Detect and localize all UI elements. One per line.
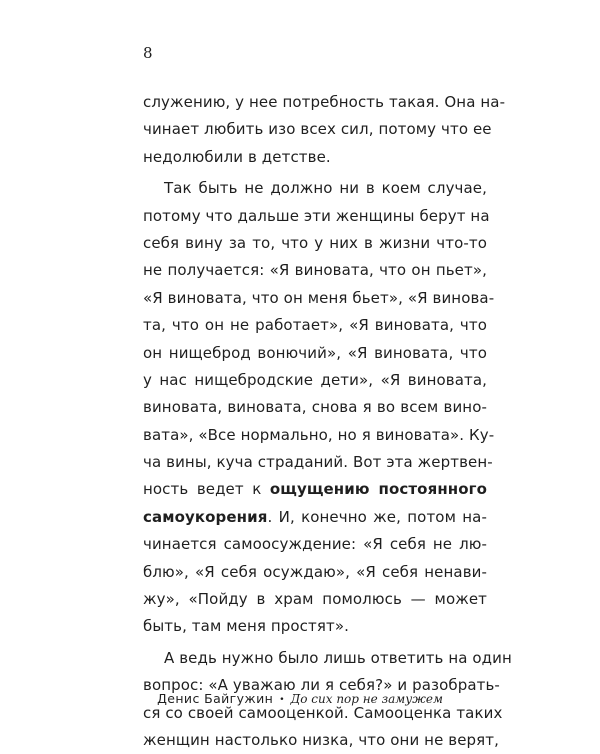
separator-dot: • (279, 695, 285, 705)
bold-phrase: ощущению постоянного (269, 480, 487, 499)
text-line: вопрос: «А уважаю ли я себя?» и разобрать- (143, 676, 500, 695)
text-line: вата», «Все нормально, но я виновата». Ку- (143, 425, 495, 444)
text-line: чинает любить изо всех сил, потому что ее (143, 120, 492, 139)
text-line: служению, у нее потребность такая. Она на- (143, 93, 506, 111)
text-line: женщин настолько низка, что они не верят, (143, 730, 499, 749)
text-line: быть, там меня простят». (143, 617, 349, 636)
body-text (143, 89, 512, 754)
text-segment: . И, конечно же, потом на- (267, 507, 487, 526)
text-line: ся со своей самооценкой. Самооценка таких (143, 703, 503, 722)
page-number: 8 (143, 44, 153, 62)
author-name: Денис Байгужин (157, 691, 274, 706)
text-line: жу», «Пойду в храм помолюсь — может (143, 590, 487, 609)
text-line: «Я виновата, что он меня бьет», «Я винова- (143, 288, 495, 307)
text-line: А ведь нужно было лишь ответить на один (164, 648, 512, 667)
text-line: ча вины, куча страданий. Вот эта жертвен- (143, 453, 493, 472)
text-line: у нас нищебродские дети», «Я виновата, (143, 370, 487, 389)
running-footer (0, 691, 600, 708)
text-line: та, что он не работает», «Я виновата, что (143, 316, 487, 335)
text-line (143, 476, 487, 503)
text-line: себя вину за то, что у них в жизни что-то (143, 233, 487, 252)
bold-phrase: самоукорения (143, 507, 268, 526)
text-line: виновата, виновата, снова я во всем вино- (143, 398, 487, 417)
text-line: чинается самоосуждение: «Я себя не лю- (143, 535, 487, 554)
paragraph-2 (143, 175, 495, 641)
text-segment: ность ведет к (143, 480, 270, 499)
text-line: не получается: «Я виновата, что он пьет», (143, 261, 487, 280)
text-line: потому что дальше эти женщины берут на (143, 206, 490, 225)
text-line (143, 504, 487, 531)
paragraph-1 (143, 89, 506, 171)
text-line: Так быть не должно ни в коем случае, (164, 179, 487, 198)
text-line: недолюбили в детстве. (143, 147, 331, 166)
text-line: блю», «Я себя осуждаю», «Я себя ненави- (143, 562, 487, 581)
text-line: он нищеброд вонючий», «Я виновата, что (143, 343, 487, 362)
book-title: До сих пор не замужем (290, 692, 443, 706)
